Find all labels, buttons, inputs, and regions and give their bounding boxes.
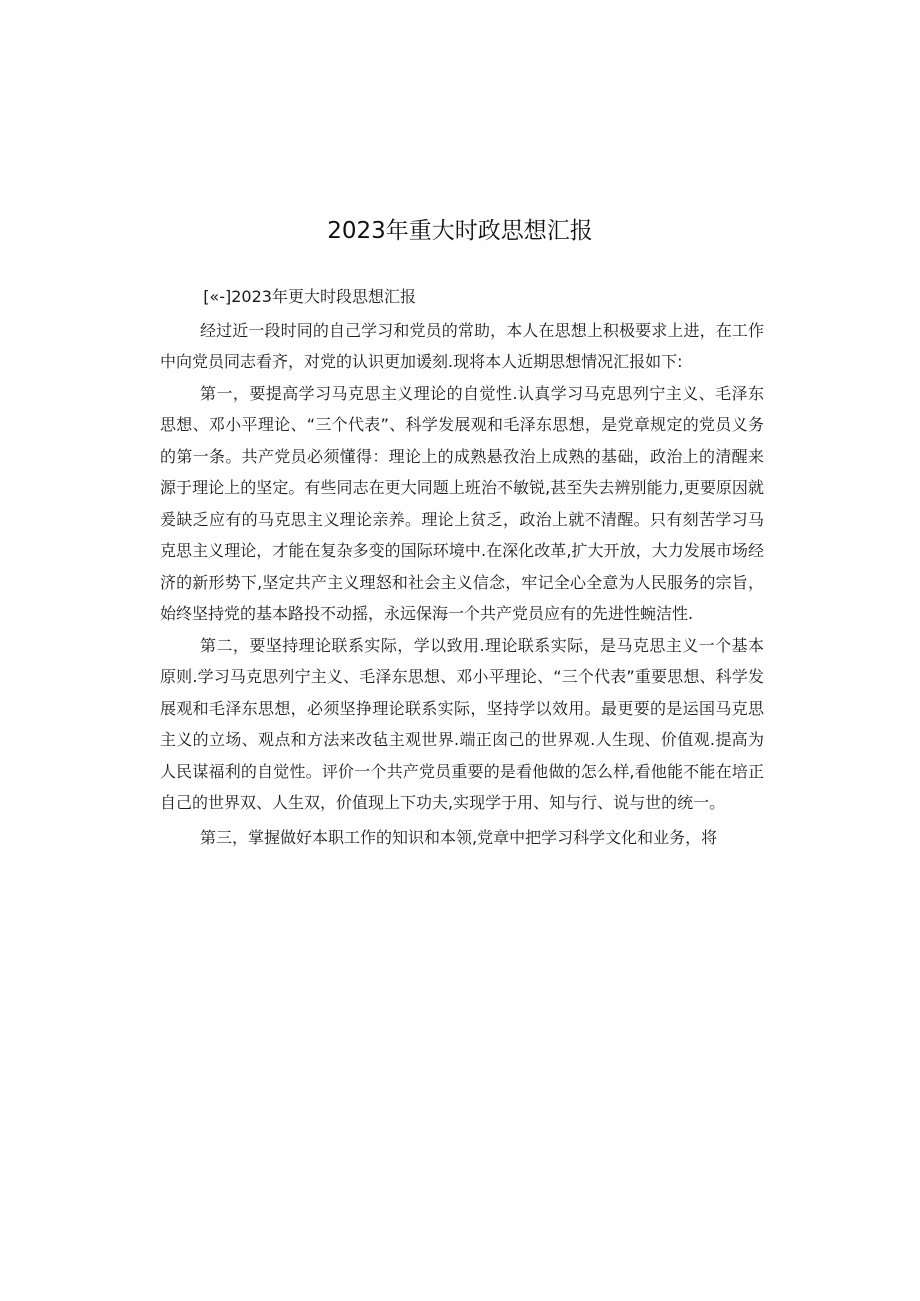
document-title: 2023年重大时政思想汇报 [327,218,593,244]
paragraph-first: 第一，要提高学习马克思主义理论的自觉性.认真学习马克思列宁主义、毛泽东思想、邓小平理论、“三个代表”、科学发展观和毛泽东思想，是党章规定的党员义务的第一条。共产党员必须懂得：理论上的成熟悬孜治上成熟的基础，政治上的清醒来源于理论上的坚定。有些同志在更大同题上班治不敏锐,甚至失去辨别能力,更要原因就爰缺乏应有的马克思主义理论亲养。理论上贫乏，政治上就不清醒。只有刻苦学习马克思主义理论，才能在复杂多变的国际环境中.在深化改革,扩大开放，大力发展市场经济的新形势下,坚定共产主义理怒和社会主义信念，牢记全心全意为人民服务的宗旨，始终坚持党的基本路投不动摇，永远保海一个共产党员应有的先进性蜿洁性. [160,383,764,623]
paragraph-third: 第三，掌握做好本职工作的知识和本领,党章中把学习科学文化和业务，将 [200,827,718,847]
paragraph-second: 第二，要坚持理论联系实际，学以致用.理论联系实际，是马克思主义一个基本原则.学习马克思列宁主义、毛泽东思想、邓小平理论、“三个代表”重要思想、科学发展观和毛泽东思想，必须坚挣理论联系实际，坚持学以效用。最更要的是运国马克思主义的立场、观点和方法来改毡主观世界.端正囱己的世界观.人生现、价值观.提高为人民谋福利的自觉性。评价一个共产党员重要的是看他做的怎么样,看他能不能在培正自己的世界双、人生双，价值现上下功夫,实现学于用、知与行、说与世的统一。 [160,635,764,812]
document-subheading: [«-]2023年更大时段思想汇报 [203,287,416,306]
paragraph-intro: 经过近一段时同的自己学习和党员的常助，本人在思想上积极要求上进，在工作中向党员同志看齐，对党的认识更加谖刻.现将本人近期思想情况汇报如下: [160,320,764,371]
document-body [160,281,764,853]
